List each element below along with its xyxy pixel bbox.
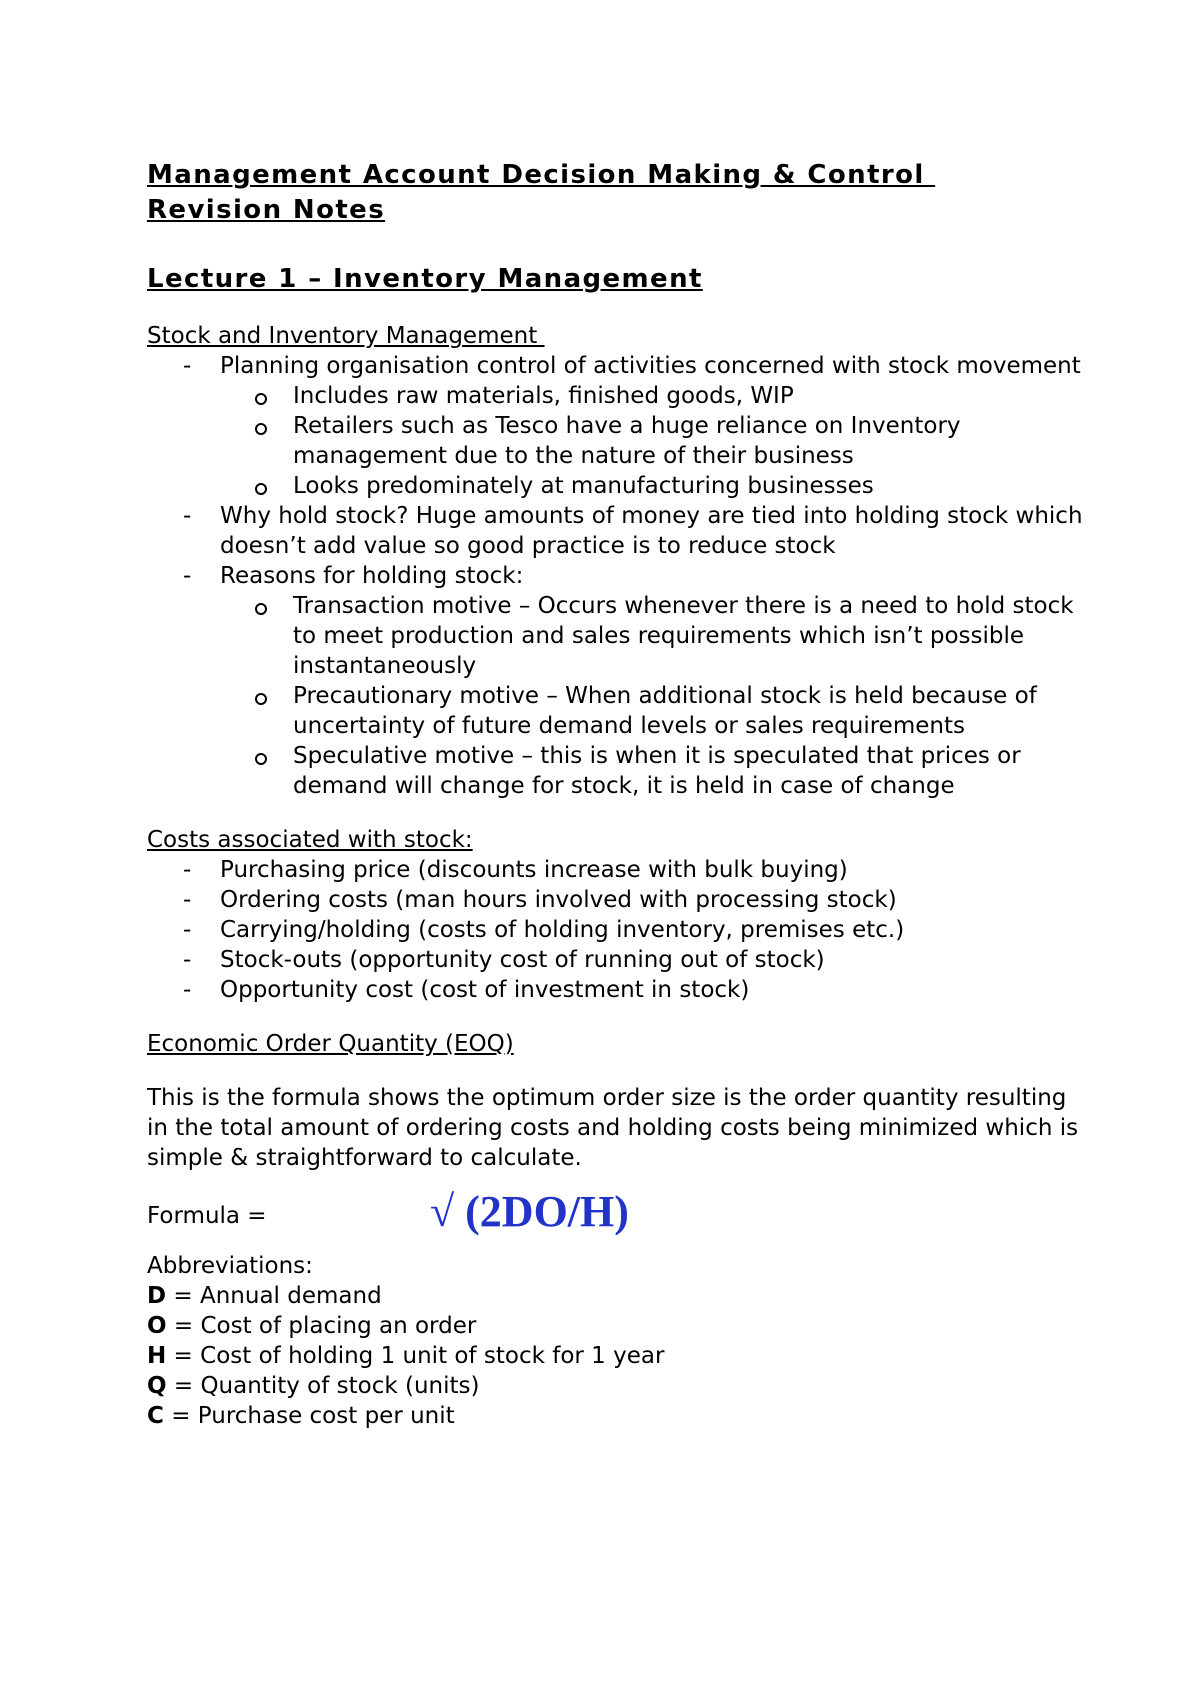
stock-section-heading: Stock and Inventory Management [147, 323, 545, 349]
eoq-formula: √ (2DO/H) [430, 1187, 629, 1236]
dash-bullet: - [183, 917, 192, 943]
sub-list-item [220, 741, 1087, 801]
eoq-paragraph: This is the formula shows the optimum order size is the order quantity resulting in the total amount of ordering costs and holding costs being minimized which is simple & straightforward to calculate. [147, 1085, 1079, 1171]
circle-bullet-icon [255, 693, 267, 705]
circle-bullet-icon [255, 393, 267, 405]
abbreviation-meaning: = Quantity of stock (units) [166, 1373, 480, 1399]
sub-list-item [220, 591, 1087, 681]
sub-list-item-text: Looks predominately at manufacturing businesses [293, 473, 874, 499]
abbreviation-meaning: = Cost of placing an order [166, 1313, 477, 1339]
abbreviation-symbol: Q [147, 1373, 167, 1399]
document-title [147, 158, 1087, 228]
dash-bullet: - [183, 887, 192, 913]
dash-bullet: - [183, 563, 192, 589]
sub-list-item [220, 381, 1087, 411]
abbreviation-row [147, 1401, 1087, 1431]
sub-list-item [220, 681, 1087, 741]
sub-list-item-text: Precautionary motive – When additional stock is held because of uncertainty of future demand levels or sales requirements [293, 683, 1037, 739]
sub-list [220, 381, 1087, 501]
list-item [147, 945, 1087, 975]
abbreviation-symbol: D [147, 1283, 167, 1309]
list-item-text: Purchasing price (discounts increase with bulk buying) [220, 857, 848, 883]
list-item [147, 351, 1087, 501]
sub-list [220, 591, 1087, 801]
list-item [147, 975, 1087, 1005]
document-page [147, 158, 1087, 1431]
sub-list-item [220, 411, 1087, 471]
list-item [147, 855, 1087, 885]
abbreviation-meaning: = Cost of holding 1 unit of stock for 1 year [166, 1343, 665, 1369]
circle-bullet-icon [255, 753, 267, 765]
abbreviation-row [147, 1281, 1087, 1311]
list-item [147, 561, 1087, 801]
sub-list-item-text: Speculative motive – this is when it is speculated that prices or demand will change for stock, it is held in case of change [293, 743, 1021, 799]
list-item-text: Reasons for holding stock: [220, 563, 524, 589]
costs-list [147, 855, 1087, 1005]
dash-bullet: - [183, 947, 192, 973]
formula-label: Formula = [147, 1203, 267, 1229]
abbreviation-row [147, 1311, 1087, 1341]
abbreviation-row [147, 1341, 1087, 1371]
eoq-section-heading: Economic Order Quantity (EOQ) [147, 1031, 514, 1057]
sub-list-item-text: Includes raw materials, finished goods, WIP [293, 383, 794, 409]
abbreviation-meaning: = Annual demand [166, 1283, 382, 1309]
list-item-text: Carrying/holding (costs of holding inventory, premises etc.) [220, 917, 905, 943]
circle-bullet-icon [255, 603, 267, 615]
costs-section-heading: Costs associated with stock: [147, 827, 473, 853]
list-item [147, 885, 1087, 915]
abbreviations-heading: Abbreviations: [147, 1253, 313, 1279]
dash-bullet: - [183, 353, 192, 379]
document-title-line-2: Revision Notes [147, 195, 386, 225]
circle-bullet-icon [255, 483, 267, 495]
list-item-text: Stock-outs (opportunity cost of running out of stock) [220, 947, 825, 973]
abbreviation-meaning: = Purchase cost per unit [163, 1403, 455, 1429]
abbreviation-symbol: O [147, 1313, 167, 1339]
lecture-title: Lecture 1 – Inventory Management [147, 264, 703, 294]
abbreviation-row [147, 1371, 1087, 1401]
dash-bullet: - [183, 503, 192, 529]
list-item-text: Ordering costs (man hours involved with processing stock) [220, 887, 897, 913]
list-item-text: Opportunity cost (cost of investment in stock) [220, 977, 750, 1003]
list-item [147, 915, 1087, 945]
abbreviation-symbol: C [147, 1403, 164, 1429]
stock-list-continued [147, 501, 1087, 801]
sub-list-item-text: Transaction motive – Occurs whenever there is a need to hold stock to meet production and sales requirements which isn’t possible instantaneously [293, 593, 1074, 679]
sub-list-item-text: Retailers such as Tesco have a huge reliance on Inventory management due to the nature of their business [293, 413, 961, 469]
document-title-line-1: Management Account Decision Making & Control [147, 160, 936, 190]
list-item-text: Planning organisation control of activities concerned with stock movement [220, 353, 1081, 379]
formula-row [147, 1187, 1087, 1247]
stock-list [147, 351, 1087, 501]
sub-list-item [220, 471, 1087, 501]
list-item-text: Why hold stock? Huge amounts of money are tied into holding stock which doesn’t add value so good practice is to reduce stock [220, 503, 1083, 559]
list-item [147, 501, 1087, 561]
dash-bullet: - [183, 857, 192, 883]
abbreviation-symbol: H [147, 1343, 167, 1369]
dash-bullet: - [183, 977, 192, 1003]
circle-bullet-icon [255, 423, 267, 435]
